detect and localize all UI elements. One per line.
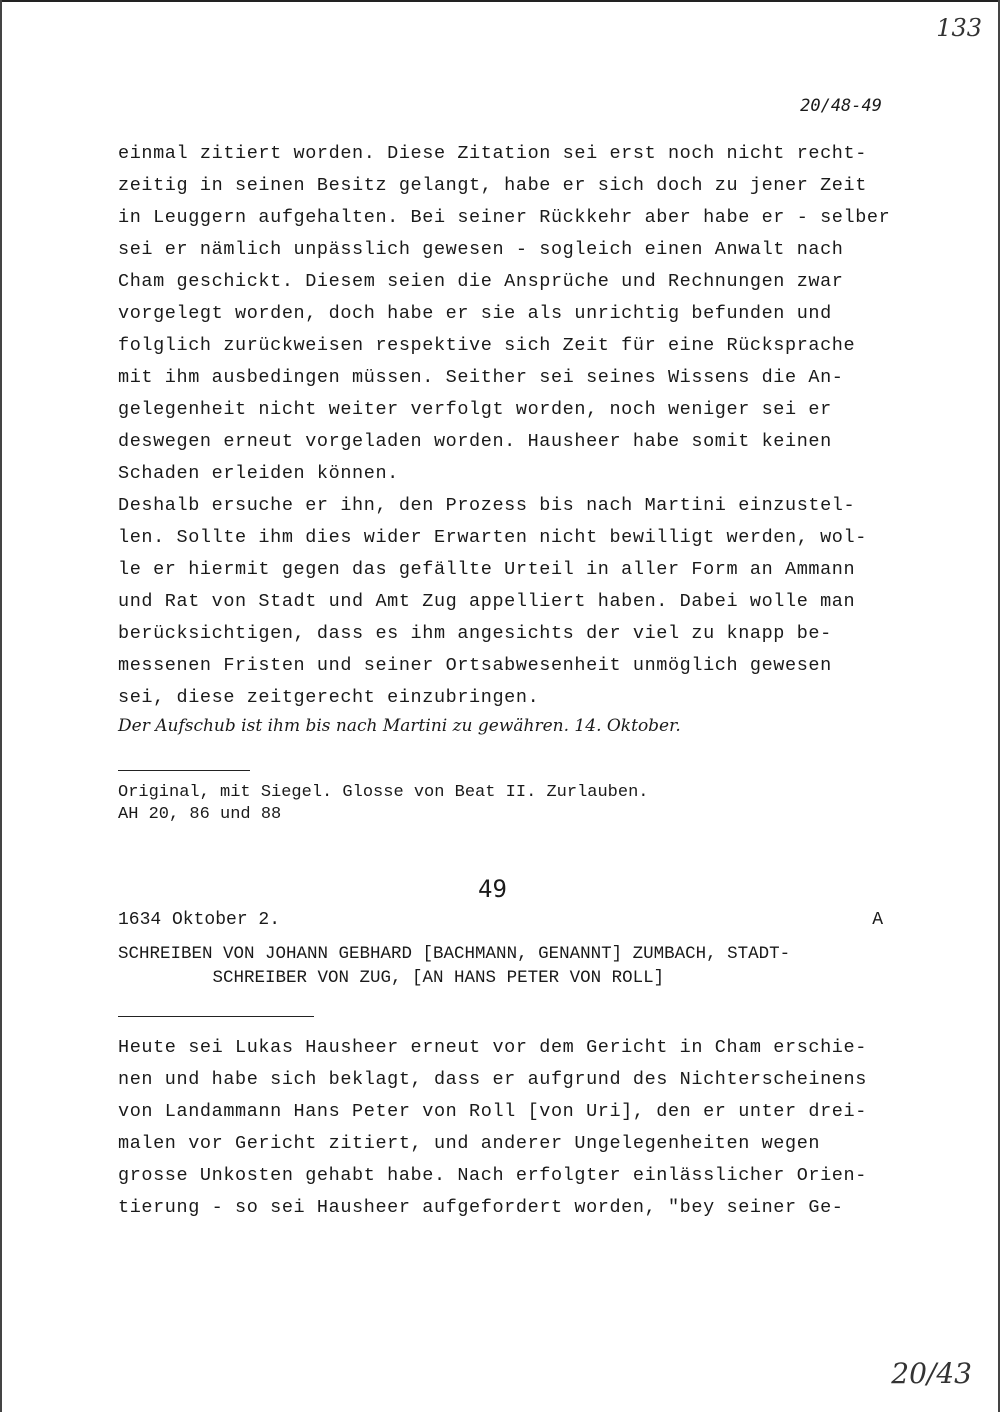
heading-line: SCHREIBEN VON JOHANN GEBHARD [BACHMANN, GENANNT] ZUMBACH, STADT- [118, 944, 791, 964]
source-note [118, 782, 649, 826]
text-line: in Leuggern aufgehalten. Bei seiner Rückkehr aber habe er - selber [118, 207, 891, 228]
handwritten-gloss: Der Aufschub ist ihm bis nach Martini zu gewähren. 14. Oktober. [118, 716, 681, 736]
document-date: 1634 Oktober 2. [118, 910, 281, 930]
footnote-divider [118, 770, 250, 771]
text-line: deswegen erneut vorgeladen worden. Hausheer habe somit keinen [118, 431, 832, 452]
text-line: le er hiermit gegen das gefällte Urteil in aller Form an Ammann [118, 559, 856, 580]
text-line: grosse Unkosten gehabt habe. Nach erfolgter einlässlicher Orien- [118, 1165, 867, 1186]
text-line: sei, diese zeitgerecht einzubringen. [118, 687, 540, 708]
text-line: vorgelegt worden, doch habe er sie als unrichtig befunden und [118, 303, 832, 324]
text-line: und Rat von Stadt und Amt Zug appelliert haben. Dabei wolle man [118, 591, 856, 612]
date-line [118, 910, 883, 930]
text-line: messenen Fristen und seiner Ortsabwesenheit unmöglich gewesen [118, 655, 832, 676]
text-line: Heute sei Lukas Hausheer erneut vor dem Gericht in Cham erschie- [118, 1037, 867, 1058]
text-line: einmal zitiert worden. Diese Zitation sei erst noch nicht recht- [118, 143, 867, 164]
document-number: 49 [478, 875, 507, 903]
text-line: Deshalb ersuche er ihn, den Prozess bis nach Martini einzustel- [118, 495, 856, 516]
continuation-text [118, 138, 908, 714]
document-body [118, 1032, 908, 1224]
archive-folio: 20/43 [891, 1357, 972, 1390]
text-line: Schaden erleiden können. [118, 463, 399, 484]
page-edge-top [0, 0, 1000, 2]
text-line: nen und habe sich beklagt, dass er aufgrund des Nichterscheinens [118, 1069, 867, 1090]
heading-line: SCHREIBER VON ZUG, [AN HANS PETER VON ROLL] [118, 968, 665, 988]
text-line: gelegenheit nicht weiter verfolgt worden, noch weniger sei er [118, 399, 832, 420]
heading-divider [118, 1016, 314, 1017]
text-line: malen vor Gericht zitiert, und anderer Ungelegenheiten wegen [118, 1133, 821, 1154]
page-edge-left [0, 0, 2, 1412]
text-line: Cham geschickt. Diesem seien die Ansprüche und Rechnungen zwar [118, 271, 844, 292]
source-line: AH 20, 86 und 88 [118, 805, 282, 824]
text-line: sei er nämlich unpässlich gewesen - sogleich einen Anwalt nach [118, 239, 844, 260]
text-line: len. Sollte ihm dies wider Erwarten nicht bewilligt werden, wol- [118, 527, 867, 548]
text-line: berücksichtigen, dass es ihm angesichts der viel zu knapp be- [118, 623, 832, 644]
text-line: tierung - so sei Hausheer aufgefordert worden, "bey seiner Ge- [118, 1197, 844, 1218]
document-heading [118, 942, 908, 990]
text-line: mit ihm ausbedingen müssen. Seither sei seines Wissens die An- [118, 367, 844, 388]
document-reference: 20/48-49 [800, 96, 882, 116]
text-line: von Landammann Hans Peter von Roll [von Uri], den er unter drei- [118, 1101, 867, 1122]
document-category: A [872, 910, 883, 930]
text-line: folglich zurückweisen respektive sich Zeit für eine Rücksprache [118, 335, 856, 356]
source-line: Original, mit Siegel. Glosse von Beat II. Zurlauben. [118, 783, 649, 802]
folio-number: 133 [936, 14, 982, 42]
text-line: zeitig in seinen Besitz gelangt, habe er sich doch zu jener Zeit [118, 175, 867, 196]
